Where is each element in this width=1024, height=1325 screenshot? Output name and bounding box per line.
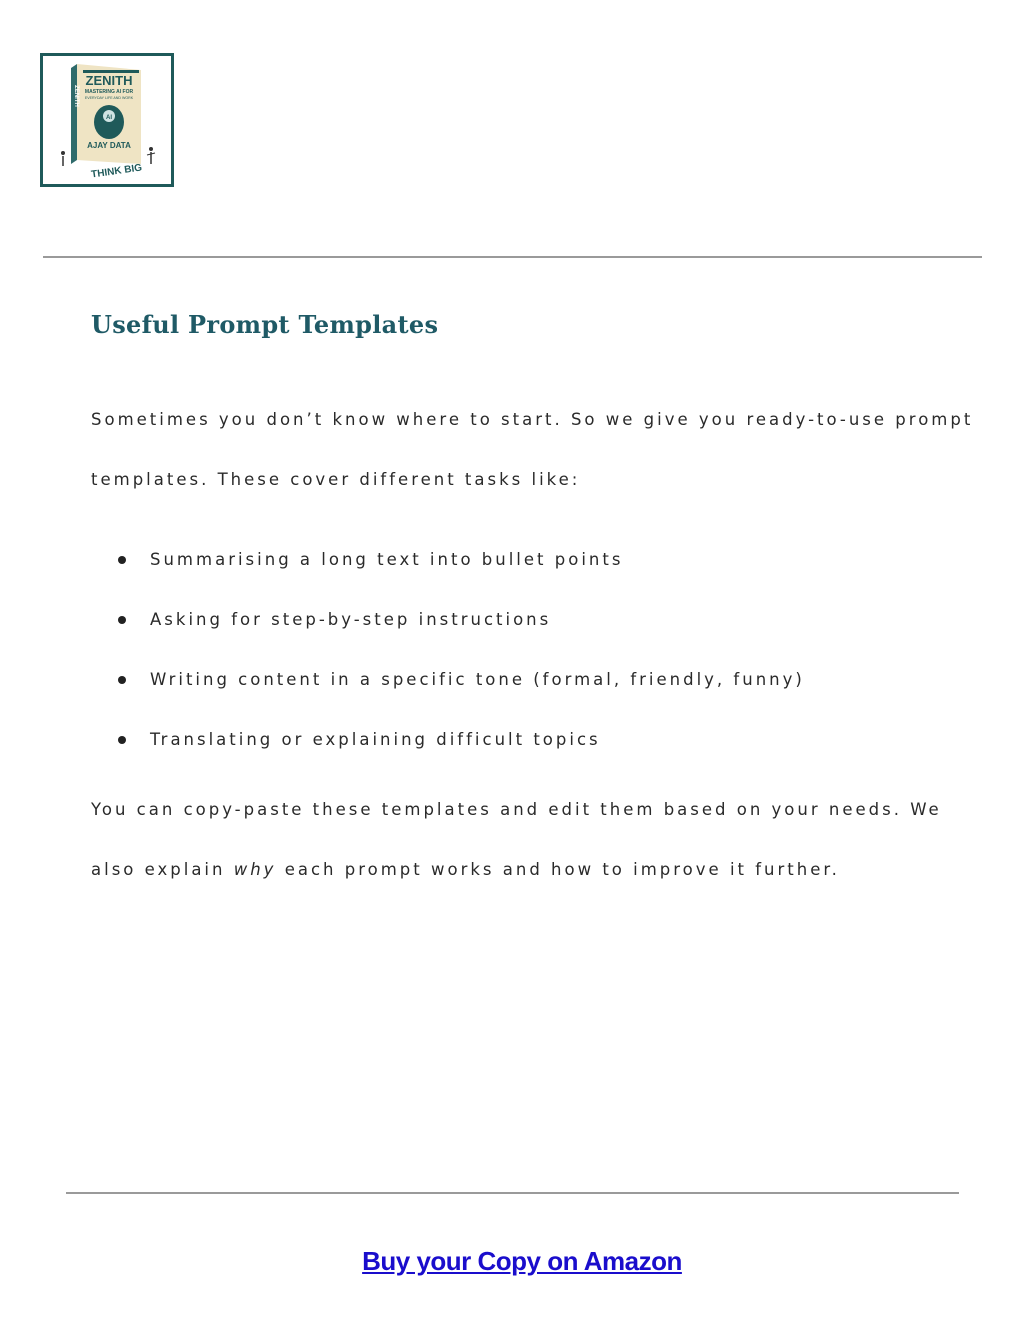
bullet-icon — [118, 616, 126, 624]
publisher-logo: THINK BIG — [90, 162, 143, 181]
list-item — [118, 530, 805, 590]
closing-paragraph — [91, 780, 991, 900]
cover-subtitle-1: MASTERING AI FOR — [84, 89, 134, 95]
section-heading: Useful Prompt Templates — [91, 310, 439, 339]
template-task-list — [118, 530, 805, 770]
cover-ai-label: AI — [106, 115, 112, 121]
list-item-text: Writing content in a specific tone (formal, friendly, funny) — [150, 670, 805, 689]
bottom-divider — [66, 1192, 959, 1194]
list-item-text: Asking for step-by-step instructions — [150, 610, 552, 629]
bullet-icon — [118, 676, 126, 684]
book-cover-image — [40, 53, 174, 187]
closing-text-part1: You can copy-paste these templates and edit them based on your needs. We also explain — [91, 800, 942, 879]
list-item — [118, 710, 805, 770]
list-item-text: Translating or explaining difficult topics — [150, 730, 601, 749]
cover-subtitle-2: EVERYDAY LIFE AND WORK — [84, 96, 134, 100]
cover-author: AJAY DATA — [87, 141, 131, 150]
cover-title: ZENITH — [85, 73, 133, 88]
buy-on-amazon-link[interactable]: Buy your Copy on Amazon — [362, 1246, 682, 1276]
bullet-icon — [118, 556, 126, 564]
closing-emphasis: why — [233, 860, 277, 879]
spine-title: ZENITH — [73, 85, 79, 107]
top-divider — [43, 256, 982, 258]
book-spine — [71, 64, 77, 164]
bullet-icon — [118, 736, 126, 744]
list-item — [118, 650, 805, 710]
list-item-text: Summarising a long text into bullet points — [150, 550, 624, 569]
intro-paragraph: Sometimes you don’t know where to start. So we give you ready-to-use prompt templates. These cover different tasks like: — [91, 410, 974, 489]
list-item — [118, 590, 805, 650]
closing-text-part2: each prompt works and how to improve it further. — [284, 860, 840, 879]
